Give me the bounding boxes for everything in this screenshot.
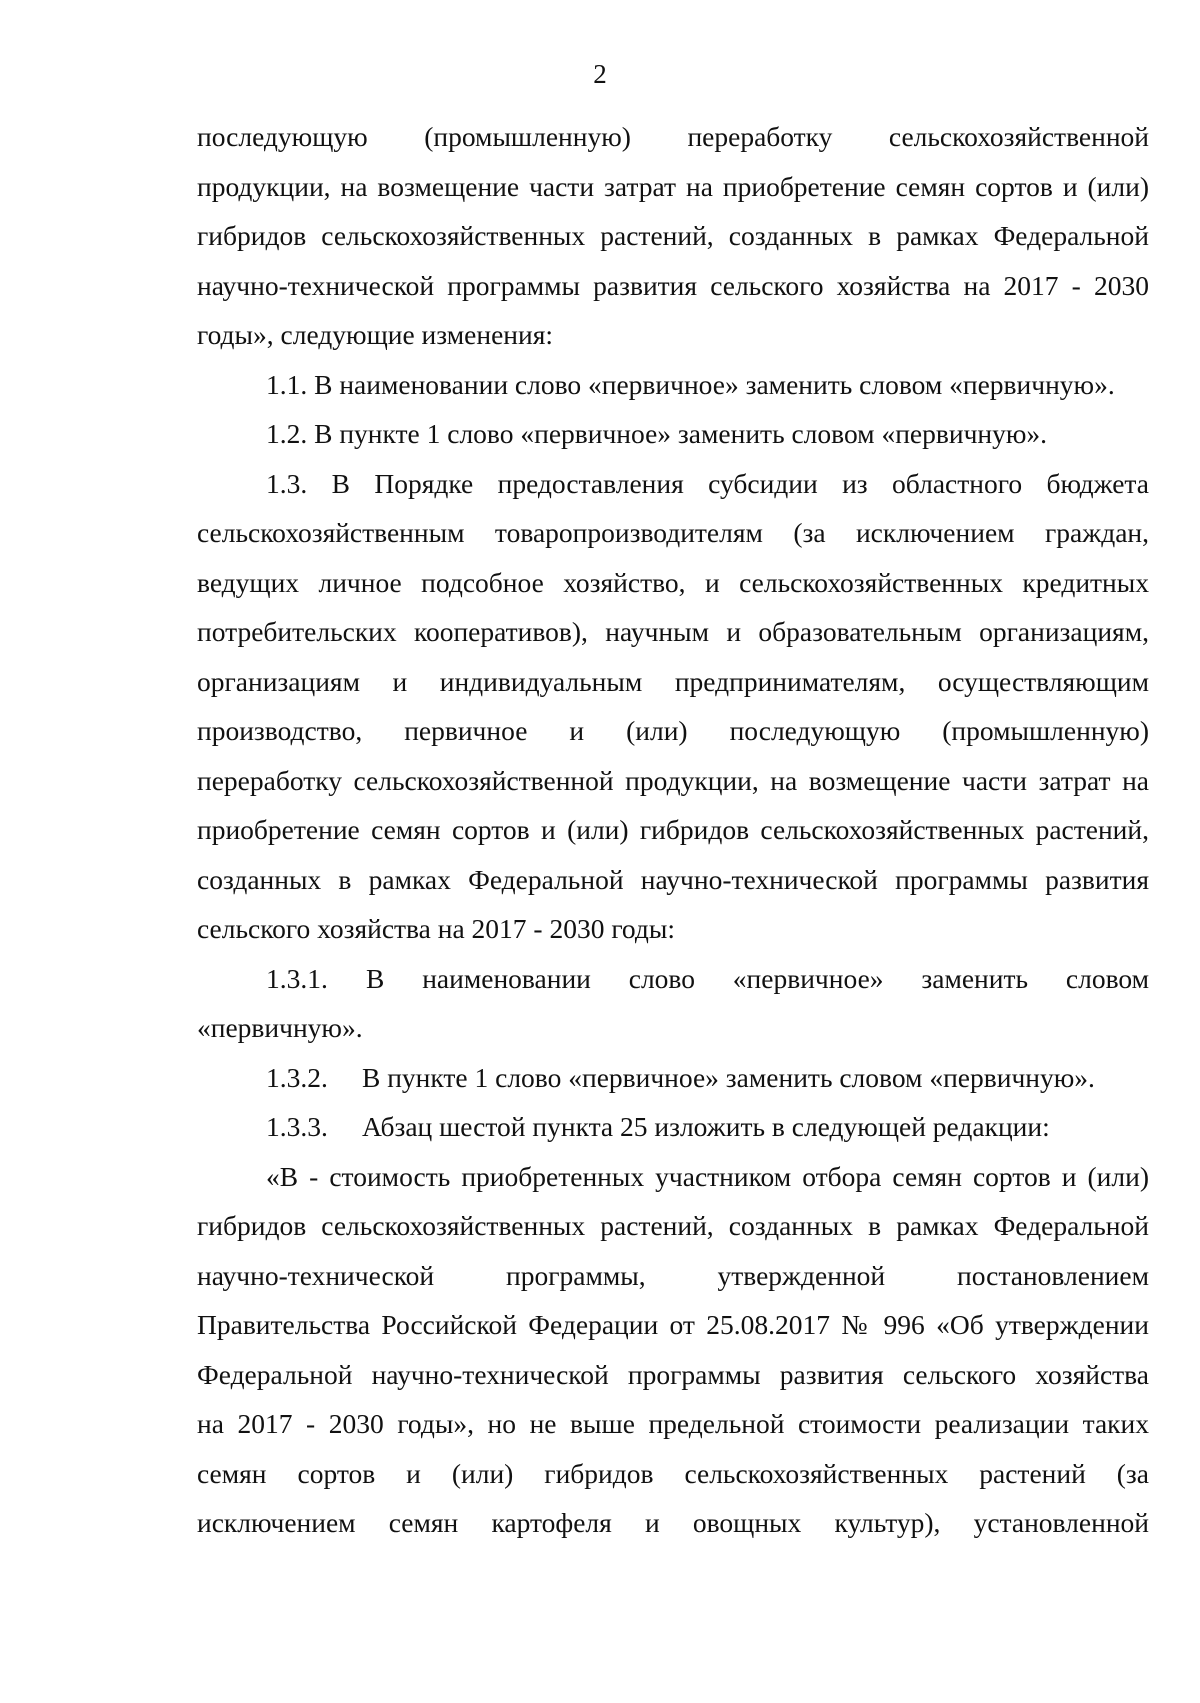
text-line: научно-технической программы развития сельского хозяйства на 2017 - 2030	[197, 269, 1149, 301]
text-line: годы», следующие изменения:	[197, 319, 553, 350]
text-line: сельского хозяйства на 2017 - 2030 годы:	[197, 913, 676, 944]
text-line: 1.2. В пункте 1 слово «первичное» заменить словом «первичную».	[266, 418, 1048, 449]
item-text: В пункте 1 слово «первичное» заменить словом «первичную».	[362, 1061, 1095, 1093]
text-line: Правительства Российской Федерации от 25.08.2017 № 996 «Об утверждении	[197, 1309, 1149, 1340]
text-line: приобретение семян сортов и (или) гибридов сельскохозяйственных растений,	[197, 814, 1149, 845]
text-line: сельскохозяйственным товаропроизводителям (за исключением граждан,	[197, 517, 1149, 548]
text-line: ведущих личное подсобное хозяйство, и сельскохозяйственных кредитных	[197, 566, 1149, 598]
text-line: на 2017 - 2030 годы», но не выше предельной стоимости реализации таких	[197, 1408, 1149, 1439]
item-number: 1.3.1.	[266, 962, 328, 994]
text-line	[197, 954, 1149, 1004]
text-line: переработку сельскохозяйственной продукции, на возмещение части затрат на	[197, 764, 1149, 796]
item-number: 1.3.2.	[266, 1061, 328, 1093]
text-line: организациям и индивидуальным предпринимателям, осуществляющим	[197, 665, 1149, 697]
text-line: 1.1. В наименовании слово «первичное» заменить словом «первичную».	[266, 368, 1115, 400]
text-line: созданных в рамках Федеральной научно-технической программы развития	[197, 863, 1149, 895]
text-line: Федеральной научно-технической программы развития сельского хозяйства	[197, 1358, 1149, 1390]
item-text: Абзац шестой пункта 25 изложить в следующей редакции:	[362, 1111, 1050, 1142]
text-line: производство, первичное и (или) последующую (промышленную)	[197, 715, 1149, 746]
text-line	[197, 1053, 1149, 1103]
text-line: гибридов сельскохозяйственных растений, созданных в рамках Федеральной	[197, 1210, 1149, 1241]
text-line: гибридов сельскохозяйственных растений, созданных в рамках Федеральной	[197, 220, 1149, 251]
item-text: В наименовании слово «первичное» заменить словом	[366, 962, 1149, 994]
text-line: «В - стоимость приобретенных участником отбора семян сортов и (или)	[266, 1160, 1149, 1192]
text-line: потребительских кооперативов), научным и образовательным организациям,	[197, 616, 1149, 647]
text-line: исключением семян картофеля и овощных культур), установленной	[197, 1507, 1149, 1538]
text-line: научно-технической программы, утвержденной постановлением	[197, 1259, 1149, 1291]
text-line: семян сортов и (или) гибридов сельскохозяйственных растений (за	[197, 1457, 1149, 1489]
page-number: 2	[593, 59, 607, 89]
text-line	[197, 1102, 1149, 1152]
item-number: 1.3.3.	[266, 1111, 328, 1142]
text-line: продукции, на возмещение части затрат на приобретение семян сортов и (или)	[197, 170, 1149, 202]
text-line: последующую (промышленную) переработку сельскохозяйственной	[197, 121, 1149, 152]
document-body	[197, 112, 1149, 1548]
text-line: 1.3. В Порядке предоставления субсидии из областного бюджета	[266, 467, 1149, 499]
text-line: «первичную».	[197, 1012, 363, 1043]
